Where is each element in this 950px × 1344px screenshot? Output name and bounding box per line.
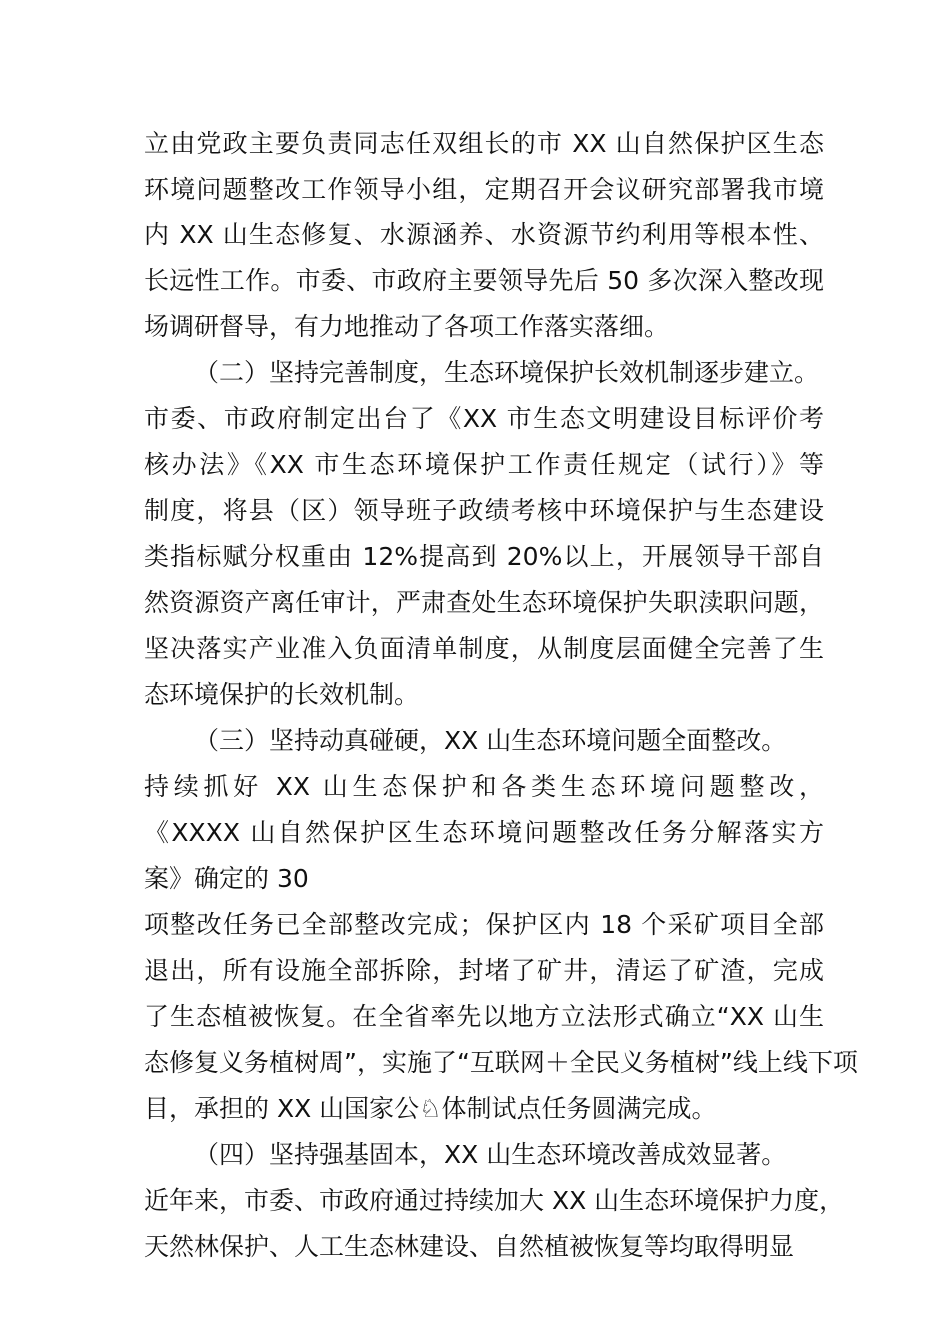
text-line: 环境问题整改工作领导小组，定期召开会议研究部署我市境: [144, 175, 824, 204]
text-line: 态修复义务植树周”，实施了“互联网＋全民义务植树”线上线下项: [144, 1048, 858, 1077]
text-line: 了生态植被恢复。在全省率先以地方立法形式确立“XX 山生: [144, 1002, 824, 1031]
text-line: 退出，所有设施全部拆除，封堵了矿井，清运了矿渣，完成: [144, 956, 824, 985]
text-line: 目，承担的 XX 山国家公♘体制试点任务圆满完成。: [144, 1094, 717, 1123]
text-line: 项整改任务已全部整改完成；保护区内 18 个采矿项目全部: [144, 910, 824, 939]
text-line: 案》确定的 30: [144, 864, 309, 893]
text-line: 场调研督导，有力地推动了各项工作落实落细。: [144, 312, 670, 341]
text-line: 坚决落实产业准入负面清单制度，从制度层面健全完善了生: [144, 634, 824, 663]
text-line: 近年来，市委、市政府通过持续加大 XX 山生态环境保护力度，: [144, 1186, 845, 1215]
text-line: 制度，将县（区）领导班子政绩考核中环境保护与生态建设: [144, 496, 824, 525]
text-line: 内 XX 山生态修复、水源涵养、水资源节约利用等根本性、: [144, 220, 824, 249]
text-line: 核办法》《XX 市生态环境保护工作责任规定（试行）》等: [144, 450, 824, 479]
section-heading: （四）坚持强基固本，XX 山生态环境改善成效显著。: [194, 1140, 787, 1169]
text-line: 态环境保护的长效机制。: [144, 680, 420, 709]
text-line: 市委、市政府制定出台了《XX 市生态文明建设目标评价考: [144, 404, 824, 433]
text-line: 天然林保护、人工生态林建设、自然植被恢复等均取得明显: [144, 1232, 795, 1261]
section-heading: （二）坚持完善制度，生态环境保护长效机制逐步建立。: [194, 358, 820, 387]
text-line: 立由党政主要负责同志任双组长的市 XX 山自然保护区生态: [144, 129, 824, 158]
text-line: 类指标赋分权重由 12%提高到 20%以上，开展领导干部自: [144, 542, 824, 571]
section-heading: （三）坚持动真碰硬，XX 山生态环境问题全面整改。: [194, 726, 787, 755]
text-line: 《XXXX 山自然保护区生态环境问题整改任务分解落实方: [144, 818, 824, 847]
text-line: 然资源资产离任审计，严肃查处生态环境保护失职渎职问题，: [144, 588, 824, 617]
text-line: 持续抓好 XX 山生态保护和各类生态环境问题整改，: [144, 772, 824, 801]
text-line: 长远性工作。市委、市政府主要领导先后 50 多次深入整改现: [144, 266, 824, 295]
